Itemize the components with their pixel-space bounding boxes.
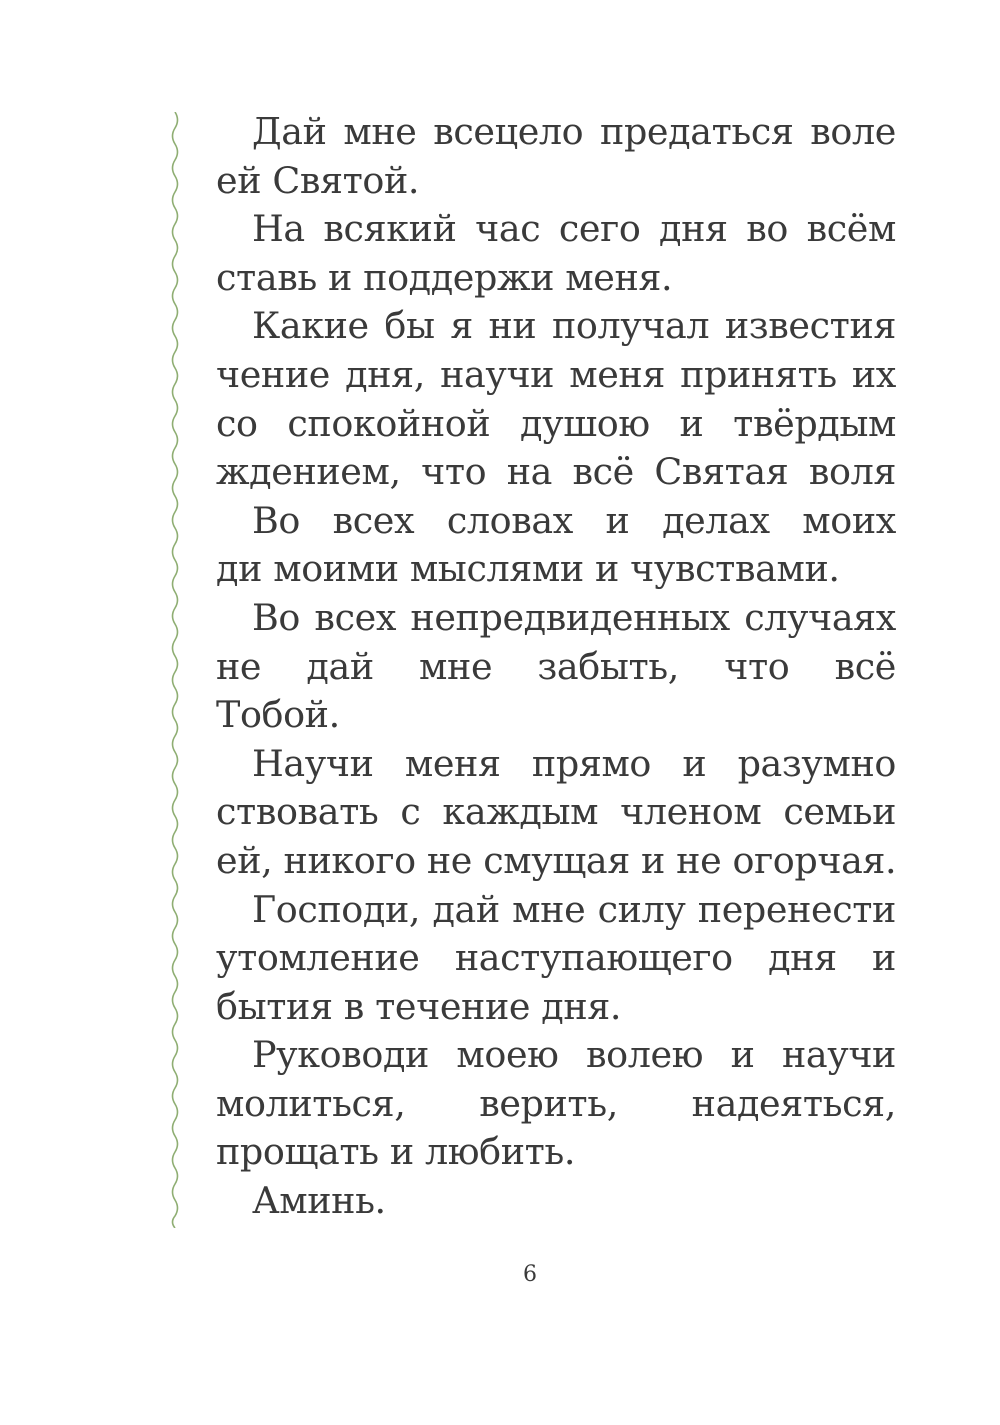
prayer-text: [216, 108, 896, 1226]
text-line: Руководи моею волею и научи: [252, 1033, 896, 1077]
text-line: ей Святой.: [216, 158, 420, 202]
paragraph-4: [216, 497, 896, 594]
text-line: бытия в течение дня.: [216, 984, 622, 1028]
text-line: Господи, дай мне силу перенести: [252, 887, 896, 931]
text-line: Дай мне всецело предаться воле: [252, 110, 896, 153]
text-line: ей, никого не смущая и не огорчая.: [216, 838, 897, 882]
text-line: ди моими мыслями и чувствами.: [216, 547, 840, 591]
paragraph-6: [216, 740, 896, 886]
text-line: На всякий час сего дня во всём: [252, 207, 896, 251]
paragraph-2: [216, 205, 896, 302]
text-line: Научи меня прямо и разумно: [252, 741, 896, 785]
text-line: ждением, что на всё Святая воля: [216, 450, 896, 494]
text-line: Аминь.: [252, 1179, 386, 1223]
text-line: Какие бы я ни получал известия: [252, 304, 896, 348]
text-line: чение дня, научи меня принять их: [216, 352, 896, 396]
text-line: ствовать с каждым членом семьи: [216, 790, 896, 834]
paragraph-8: [216, 1031, 896, 1177]
text-line: со спокойной душою и твёрдым: [216, 401, 896, 445]
paragraph-1: [216, 108, 896, 205]
paragraph-9: [216, 1177, 896, 1226]
text-line: молиться, верить, надеяться,: [216, 1081, 896, 1125]
paragraph-5: [216, 594, 896, 740]
wavy-line-ornament: [160, 112, 190, 1228]
page-number: 6: [523, 1262, 537, 1287]
text-line: Во всех словах и делах моих: [252, 498, 896, 542]
text-line: прощать и любить.: [216, 1130, 576, 1174]
text-line: Во всех непредвиденных случаях: [252, 595, 896, 639]
paragraph-7: [216, 886, 896, 1032]
paragraph-3: [216, 302, 896, 496]
text-line: ставь и поддержи меня.: [216, 255, 673, 299]
text-line: утомление наступающего дня и: [216, 936, 896, 980]
text-line: не дай мне забыть, что всё: [216, 644, 896, 688]
text-line: Тобой.: [216, 693, 340, 737]
